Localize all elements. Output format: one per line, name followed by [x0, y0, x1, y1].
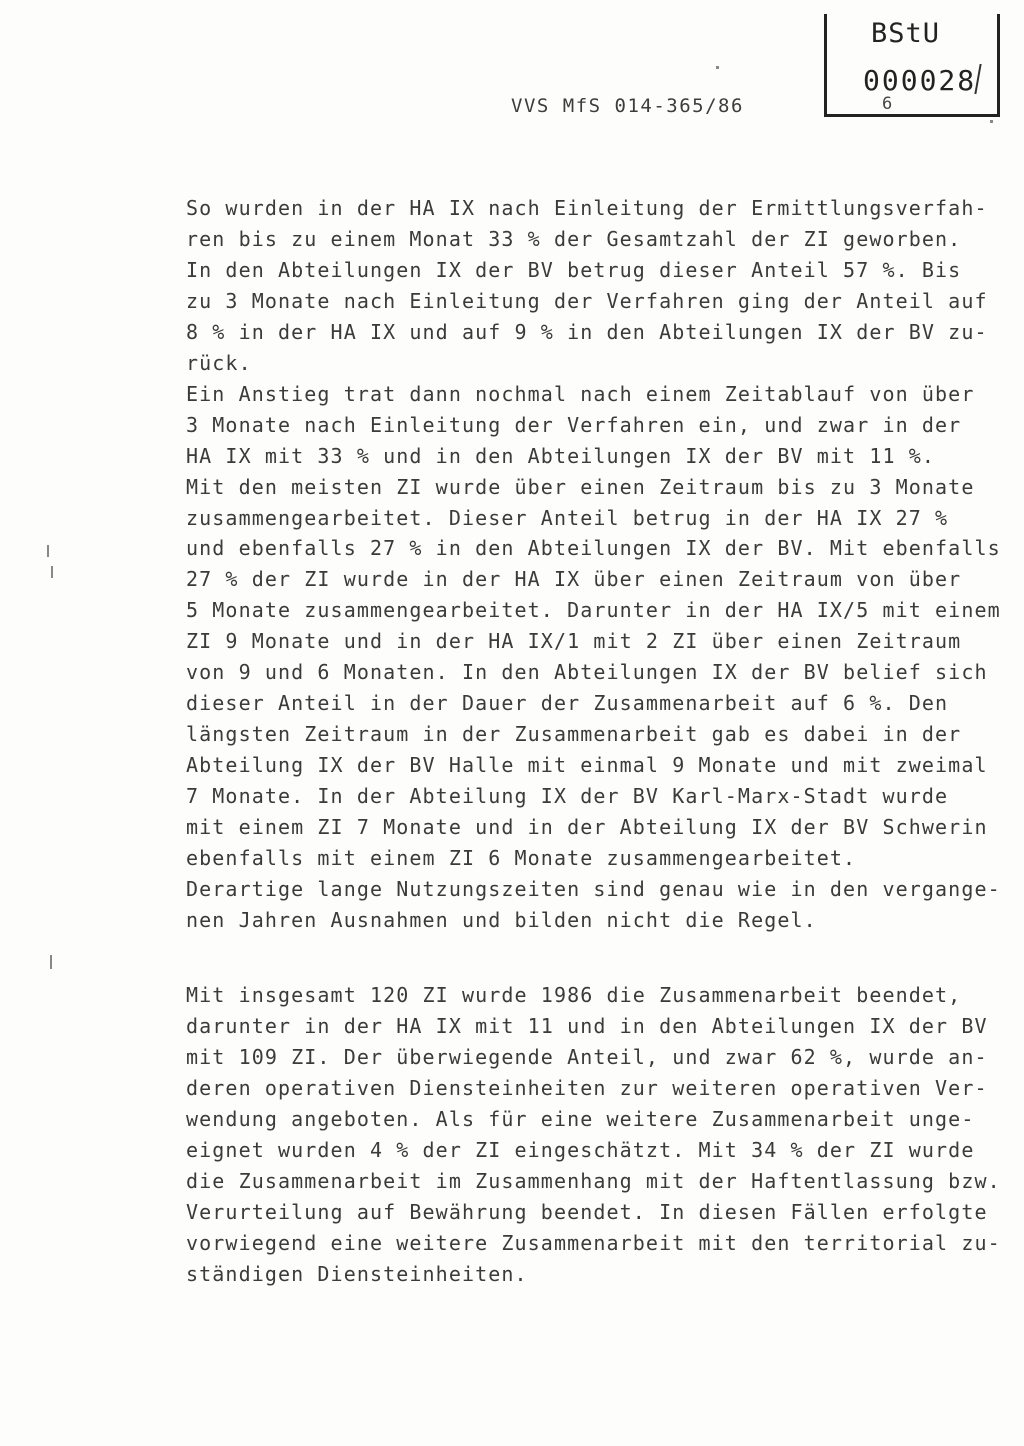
text-line: Mit insgesamt 120 ZI wurde 1986 die Zusammenarbeit beendet,: [186, 983, 962, 1007]
scan-mark: [50, 955, 52, 969]
text-line: und ebenfalls 27 % in den Abteilungen IX der BV. Mit ebenfalls: [186, 536, 1001, 561]
text-line: 3 Monate nach Einleitung der Verfahren ein, und zwar in der: [186, 412, 962, 437]
text-line: 7 Monate. In der Abteilung IX der BV Karl-Marx-Stadt wurde: [186, 784, 949, 809]
text-line: ebenfalls mit einem ZI 6 Monate zusammengearbeitet.: [186, 846, 857, 871]
text-line: Mit den meisten ZI wurde über einen Zeitraum bis zu 3 Monate: [186, 474, 975, 499]
text-line: vorwiegend eine weitere Zusammenarbeit mit den territorial zu-: [186, 1230, 1001, 1255]
text-line: nen Jahren Ausnahmen und bilden nicht die Regel.: [186, 907, 817, 932]
text-line: 27 % der ZI wurde in der HA IX über einen Zeitraum von über: [186, 567, 962, 592]
text-line: zu 3 Monate nach Einleitung der Verfahren ging der Anteil auf: [186, 288, 988, 313]
text-line: 5 Monate zusammengearbeitet. Darunter in der HA IX/5 mit einem: [186, 598, 1001, 623]
text-line: von 9 und 6 Monaten. In den Abteilungen IX der BV belief sich: [186, 660, 988, 685]
text-line: eignet wurden 4 % der ZI eingeschätzt. Mit 34 % der ZI wurde: [186, 1137, 975, 1162]
text-line: ZI 9 Monate und in der HA IX/1 mit 2 ZI über einen Zeitraum: [186, 629, 962, 654]
text-line: mit 109 ZI. Der überwiegende Anteil, und zwar 62 %, wurde an-: [186, 1044, 988, 1069]
document-reference: VVS MfS 014-365/86: [511, 95, 744, 117]
text-line: Abteilung IX der BV Halle mit einmal 9 Monate und mit zweimal: [186, 753, 988, 778]
paragraph-2: [186, 980, 1001, 1290]
text-line: ständigen Diensteinheiten.: [186, 1261, 528, 1286]
text-line: ren bis zu einem Monat 33 % der Gesamtzahl der ZI geworben.: [186, 226, 962, 251]
text-line: längsten Zeitraum in der Zusammenarbeit gab es dabei in der: [186, 722, 962, 747]
text-line: darunter in der HA IX mit 11 und in den Abteilungen IX der BV: [186, 1013, 988, 1038]
scan-mark: [716, 66, 719, 69]
text-line: wendung angeboten. Als für eine weitere Zusammenarbeit unge-: [186, 1106, 975, 1131]
text-line: 8 % in der HA IX und auf 9 % in den Abteilungen IX der BV zu-: [186, 319, 988, 344]
text-line: deren operativen Diensteinheiten zur weiteren operativen Ver-: [186, 1075, 988, 1100]
text-line: Derartige lange Nutzungszeiten sind genau wie in den vergange-: [186, 876, 1001, 901]
stamp-number: 000028: [863, 64, 977, 97]
text-line: HA IX mit 33 % und in den Abteilungen IX der BV mit 11 %.: [186, 443, 936, 468]
scan-mark: [51, 566, 53, 578]
text-line: Ein Anstieg trat dann nochmal nach einem Zeitablauf von über: [186, 381, 975, 406]
text-line: In den Abteilungen IX der BV betrug dieser Anteil 57 %. Bis: [186, 257, 962, 282]
text-line: zusammengearbeitet. Dieser Anteil betrug in der HA IX 27 %: [186, 505, 949, 530]
scan-mark: [990, 120, 993, 123]
page-number: 6: [882, 94, 893, 114]
text-line: Verurteilung auf Bewährung beendet. In diesen Fällen erfolgte: [186, 1199, 988, 1224]
stamp-label: BStU: [871, 18, 941, 49]
paragraph-1: [186, 193, 1001, 936]
text-line: dieser Anteil in der Dauer der Zusammenarbeit auf 6 %. Den: [186, 691, 949, 716]
scan-mark: [47, 545, 49, 557]
text-line: So wurden in der HA IX nach Einleitung der Ermittlungsverfah-: [186, 196, 988, 220]
text-line: mit einem ZI 7 Monate und in der Abteilung IX der BV Schwerin: [186, 815, 988, 840]
text-line: rück.: [186, 350, 252, 375]
text-line: die Zusammenarbeit im Zusammenhang mit der Haftentlassung bzw.: [186, 1168, 1001, 1193]
archive-stamp: [824, 14, 1000, 117]
